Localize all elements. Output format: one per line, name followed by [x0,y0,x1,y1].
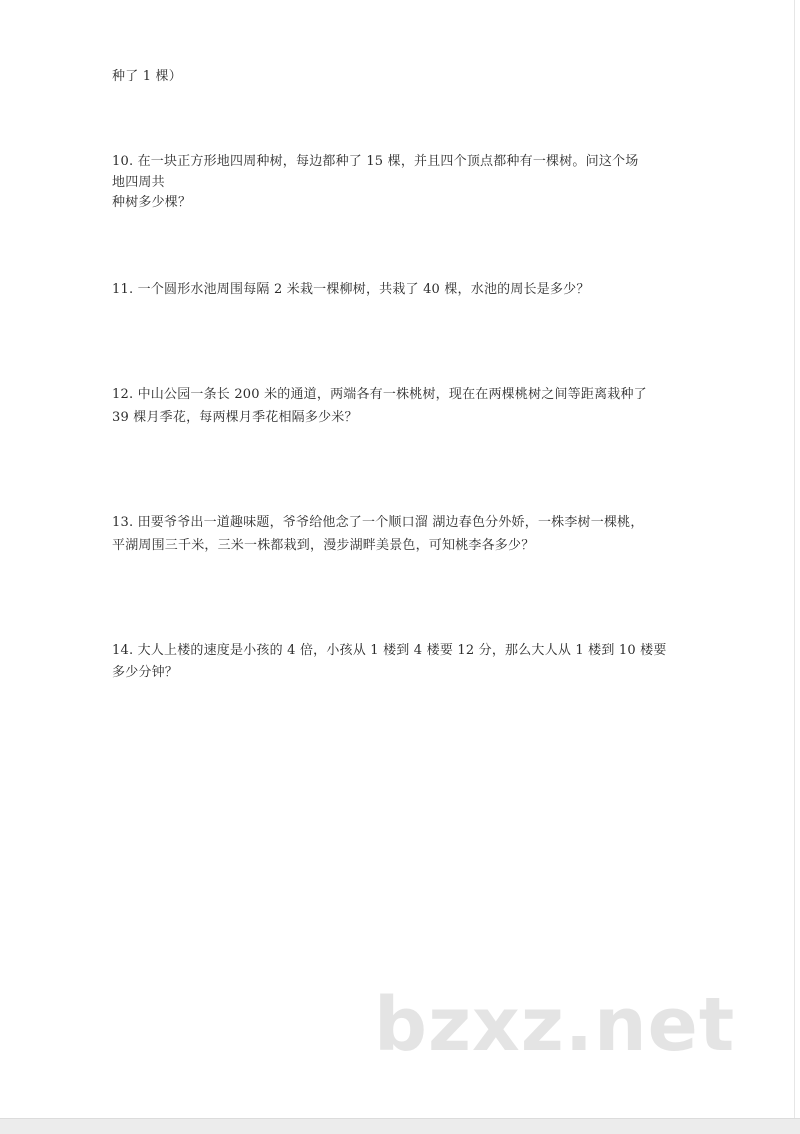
question-line: 地四周共 [112,175,165,190]
question-line: 39 棵月季花，每两棵月季花相隔多少米？ [112,410,358,425]
page-bottom-edge [0,1118,800,1134]
question-line: 多少分钟？ [112,665,179,680]
question-line: 10. 在一块正方形地四周种树，每边都种了 15 棵，并且四个顶点都种有一棵树。问这个场 [112,154,639,169]
question-line: 14. 大人上楼的速度是小孩的 4 倍，小孩从 1 楼到 4 楼要 12 分，那么大人从 1 楼到 10 楼要 [112,643,667,658]
question-line: 13. 田要爷爷出一道趣味题，爷爷给他念了一个顺口溜 湖边春色分外娇，一株李树一棵桃， [112,515,644,530]
question-line: 平湖周围三千米，三米一株都栽到，漫步湖畔美景色，可知桃李各多少？ [112,538,535,553]
question-line: 种树多少棵？ [112,195,192,210]
continuation-text: 种了 1 棵） [112,69,182,84]
question-line: 12. 中山公园一条长 200 米的通道，两端各有一株桃树，现在在两棵桃树之间等距离栽种了 [112,387,647,402]
watermark-text: bzxz.net [374,982,736,1068]
question-line: 11. 一个圆形水池周围每隔 2 米栽一棵柳树，共栽了 40 棵，水池的周长是多少？ [112,282,590,297]
